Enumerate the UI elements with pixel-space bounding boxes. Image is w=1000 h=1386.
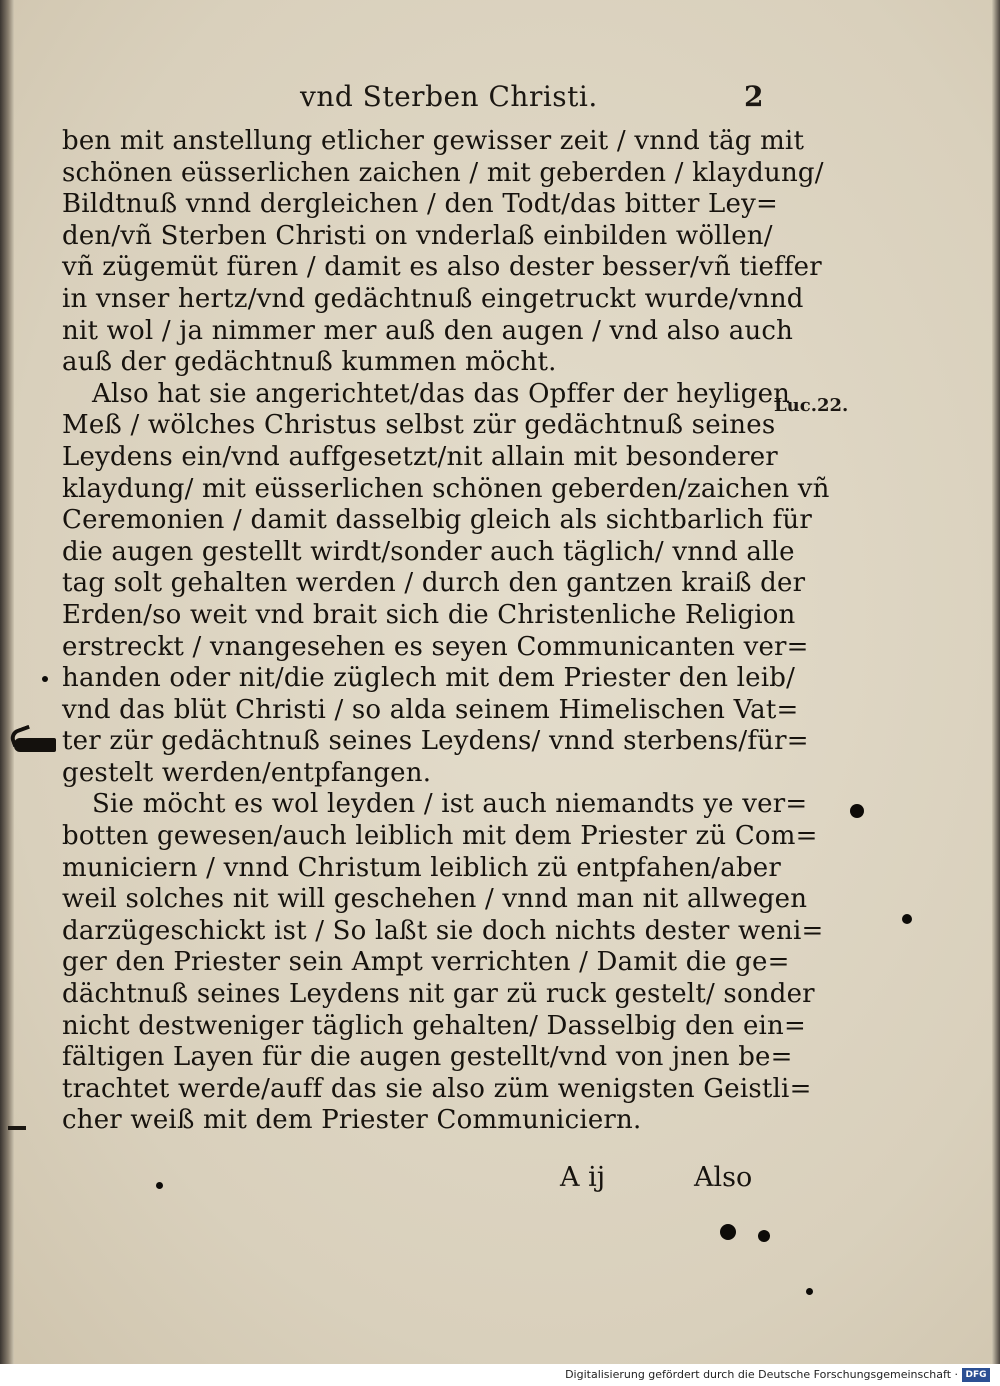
text-line: klaydung/ mit eüsserlichen schönen geberden/zaichen vñ [62,473,830,504]
text-line: schönen eüsserlichen zaichen / mit geberden / klaydung/ [62,157,824,188]
text-line: erstreckt / vnangesehen es seyen Communicanten ver= [62,631,809,662]
margin-dash-mark [8,1126,26,1130]
ink-speck [720,1224,736,1240]
text-line: den/vñ Sterben Christi on vnderlaß einbilden wöllen/ [62,220,773,251]
running-title: vnd Sterben Christi. [300,80,598,113]
text-line: Sie möcht es wol leyden / ist auch niemandts ye ver= [92,789,808,820]
text-line: Ceremonien / damit dasselbig gleich als sichtbarlich für [62,505,812,536]
digitization-footer [0,1364,1000,1386]
dfg-logo: DFG [962,1368,990,1382]
text-line: weil solches nit will geschehen / vnnd man nit allwegen [62,884,808,915]
text-line: Leydens ein/vnd auffgesetzt/nit allain mit besonderer [62,441,778,472]
book-gutter [0,0,14,1364]
ink-speck [850,804,864,818]
text-line: Bildtnuß vnnd dergleichen / den Todt/das bitter Ley= [62,189,778,220]
signature-mark: A ij [560,1162,606,1193]
ink-speck [758,1230,770,1242]
folio-number: 2 [744,80,764,113]
text-line: vñ zügemüt füren / damit es also dester besser/vñ tieffer [62,252,822,283]
text-line: handen oder nit/die züglech mit dem Priester den leib/ [62,663,796,694]
text-line: tag solt gehalten werden / durch den gantzen kraiß der [62,568,806,599]
text-line: trachtet werde/auff das sie also züm wenigsten Geistli= [62,1073,812,1104]
text-line: ter zür gedächtnuß seines Leydens/ vnnd sterbens/für= [62,726,809,757]
text-line: Also hat sie angerichtet/das das Opffer der heyligen [92,378,791,409]
catchword: Also [694,1162,753,1193]
ink-speck [806,1288,813,1295]
text-line: ben mit anstellung etlicher gewisser zeit / vnnd täg mit [62,126,805,156]
ink-speck [902,914,912,924]
text-line: auß der gedächtnuß kummen möcht. [62,347,557,378]
footer-credit: Digitalisierung gefördert durch die Deutsche Forschungsgemeinschaft · [565,1368,958,1381]
text-line: nit wol / ja nimmer mer auß den augen / vnd also auch [62,315,794,346]
text-line: darzügeschickt ist / So laßt sie doch nichts dester weni= [62,915,824,946]
text-line: cher weiß mit dem Priester Communiciern. [62,1105,642,1136]
ink-speck [156,1182,163,1189]
text-line: dächtnuß seines Leydens nit gar zü ruck gestelt/ sonder [62,979,815,1010]
ink-speck [42,676,48,682]
text-line: gestelt werden/entpfangen. [62,757,432,788]
text-line: die augen gestellt wirdt/sonder auch täglich/ vnnd alle [62,536,795,567]
text-line: vnd das blüt Christi / so alda seinem Himelischen Vat= [62,694,799,725]
text-line: fältigen Layen für die augen gestellt/vnd von jnen be= [62,1042,793,1073]
manicule-mark [14,738,56,752]
text-line: Erden/so weit vnd brait sich die Christenliche Religion [62,599,796,630]
text-line: botten gewesen/auch leiblich mit dem Priester zü Com= [62,821,818,852]
text-line: nicht destweniger täglich gehalten/ Dasselbig den ein= [62,1010,806,1041]
text-line: municiern / vnnd Christum leiblich zü entpfahen/aber [62,852,782,883]
text-line: ger den Priester sein Ampt verrichten / Damit die ge= [62,947,790,978]
text-line: in vnser hertz/vnd gedächtnuß eingetruckt wurde/vnnd [62,283,804,314]
page-edge [992,0,1000,1364]
text-line: Meß / wölches Christus selbst zür gedächtnuß seines [62,410,776,441]
marginal-note: Luc.22. [774,395,849,416]
